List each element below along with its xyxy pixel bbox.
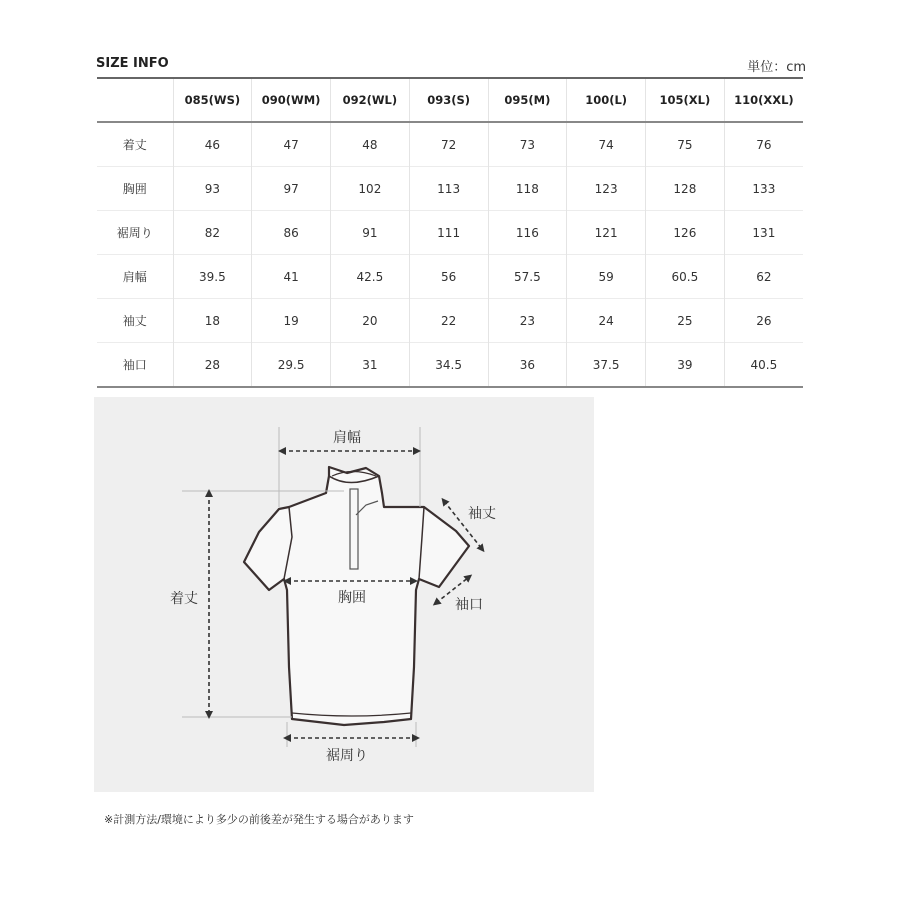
table-cell: 41 xyxy=(252,255,331,299)
unit-label: 単位：cm xyxy=(747,60,806,75)
row-label: 袖丈 xyxy=(97,299,173,343)
table-row xyxy=(97,211,803,255)
table-cell: 40.5 xyxy=(724,343,803,388)
measurement-diagram xyxy=(94,397,594,792)
table-cell: 60.5 xyxy=(646,255,725,299)
table-cell: 22 xyxy=(409,299,488,343)
table-cell: 93 xyxy=(173,167,252,211)
row-label: 裾周り xyxy=(97,211,173,255)
table-cell: 73 xyxy=(488,122,567,167)
table-cell: 126 xyxy=(646,211,725,255)
table-cell: 128 xyxy=(646,167,725,211)
row-label: 着丈 xyxy=(122,138,147,152)
table-cell: 34.5 xyxy=(409,343,488,388)
corner-cell xyxy=(97,78,173,122)
table-header-row xyxy=(97,78,803,122)
table-cell: 57.5 xyxy=(488,255,567,299)
table-cell: 37.5 xyxy=(567,343,646,388)
table-cell: 62 xyxy=(724,255,803,299)
table-cell: 86 xyxy=(252,211,331,255)
column-header: 090(WM) xyxy=(252,78,331,122)
table-row xyxy=(97,167,803,211)
table-cell: 19 xyxy=(252,299,331,343)
chest-label: 胸囲 xyxy=(338,590,366,606)
hem-label: 裾周り xyxy=(326,748,368,764)
table-cell: 39.5 xyxy=(173,255,252,299)
table-cell: 20 xyxy=(331,299,410,343)
table-cell: 29.5 xyxy=(252,343,331,388)
cuff-label: 袖口 xyxy=(455,597,483,613)
table-cell: 48 xyxy=(331,122,410,167)
table-row xyxy=(97,343,803,388)
column-header: 093(S) xyxy=(409,78,488,122)
measurement-note: ※計測方法/環境により多少の前後差が発生する場合があります xyxy=(104,813,414,826)
table-row xyxy=(97,255,803,299)
column-header: 110(XXL) xyxy=(724,78,803,122)
table-cell: 74 xyxy=(567,122,646,167)
column-header: 100(L) xyxy=(567,78,646,122)
row-label: 肩幅 xyxy=(97,255,173,299)
table-cell: 75 xyxy=(646,122,725,167)
table-cell: 82 xyxy=(173,211,252,255)
row-label: 袖口 xyxy=(97,343,173,388)
table-cell: 116 xyxy=(488,211,567,255)
length-label: 着丈 xyxy=(170,591,198,607)
sleeve-length-label: 袖丈 xyxy=(468,506,496,522)
table-cell: 131 xyxy=(724,211,803,255)
table-cell: 97 xyxy=(252,167,331,211)
table-cell: 47 xyxy=(252,122,331,167)
column-header: 092(WL) xyxy=(331,78,410,122)
table-cell: 111 xyxy=(409,211,488,255)
table-cell: 133 xyxy=(724,167,803,211)
table-cell: 31 xyxy=(331,343,410,388)
table-cell: 39 xyxy=(646,343,725,388)
section-title: SIZE INFO xyxy=(96,56,169,71)
table-cell: 123 xyxy=(567,167,646,211)
table-cell: 28 xyxy=(173,343,252,388)
table-cell: 118 xyxy=(488,167,567,211)
table-row xyxy=(97,122,803,167)
table-cell: 36 xyxy=(488,343,567,388)
column-header: 085(WS) xyxy=(173,78,252,122)
size-table xyxy=(97,77,803,388)
table-cell: 46 xyxy=(173,122,252,167)
row-label: 胸囲 xyxy=(97,167,173,211)
table-cell: 59 xyxy=(567,255,646,299)
table-cell: 76 xyxy=(724,122,803,167)
table-cell: 18 xyxy=(173,299,252,343)
table-cell: 56 xyxy=(409,255,488,299)
table-cell: 102 xyxy=(331,167,410,211)
table-cell: 23 xyxy=(488,299,567,343)
table-cell: 25 xyxy=(646,299,725,343)
column-header: 095(M) xyxy=(488,78,567,122)
table-cell: 91 xyxy=(331,211,410,255)
table-row xyxy=(97,299,803,343)
table-cell: 72 xyxy=(409,122,488,167)
table-cell: 121 xyxy=(567,211,646,255)
table-cell: 26 xyxy=(724,299,803,343)
column-header: 105(XL) xyxy=(646,78,725,122)
table-cell: 42.5 xyxy=(331,255,410,299)
table-cell: 113 xyxy=(409,167,488,211)
shoulder-label: 肩幅 xyxy=(333,430,361,446)
table-cell: 24 xyxy=(567,299,646,343)
